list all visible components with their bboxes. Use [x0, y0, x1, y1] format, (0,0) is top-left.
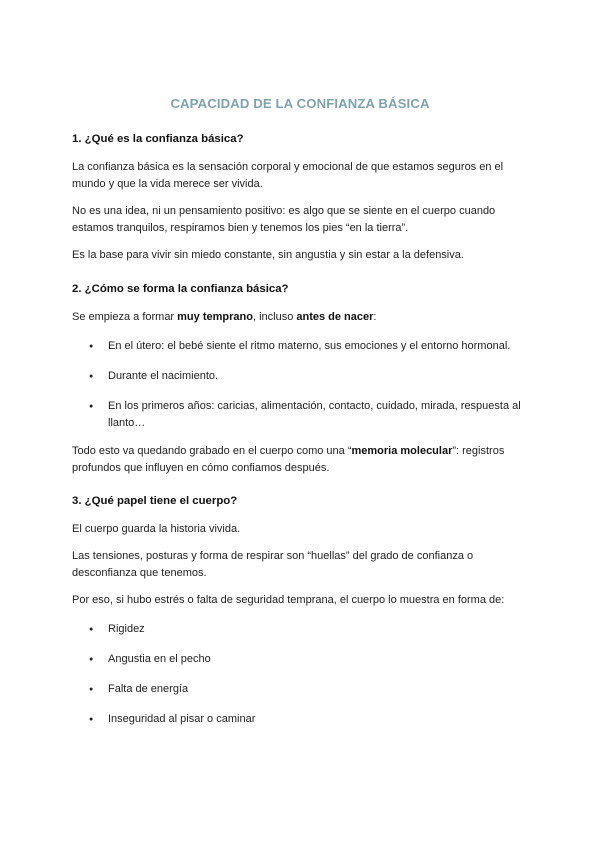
- section-2-intro: [72, 309, 530, 326]
- list-item: ● Falta de energía: [72, 681, 530, 698]
- list-item: ● Rigidez: [72, 621, 530, 638]
- section-2-intro-text-mid: , incluso: [252, 311, 297, 323]
- section-1-paragraph-3: Es la base para vivir sin miedo constante, sin angustia y sin estar a la defensiva.: [72, 249, 464, 261]
- section-2-heading: 2. ¿Cómo se forma la confianza básica?: [72, 283, 289, 295]
- section-2-closing-bold: memoria molecular: [351, 445, 453, 457]
- list-item: ● Inseguridad al pisar o caminar: [72, 711, 530, 728]
- section-1-paragraph-2: No es una idea, ni un pensamiento positivo: es algo que se siente en el cuerpo cuando estamos tranquilos, respiramos bien y tenemos los pies “en la tierra”.: [72, 205, 496, 234]
- section-2-intro-text-end: :: [373, 311, 377, 323]
- list-item: ● Angustia en el pecho: [72, 651, 530, 668]
- list-item: ● En el útero: el bebé siente el ritmo materno, sus emociones y el entorno hormonal.: [72, 338, 530, 355]
- document-title: CAPACIDAD DE LA CONFIANZA BÁSICA: [170, 96, 430, 111]
- section-1-heading: 1. ¿Qué es la confianza básica?: [72, 133, 244, 145]
- section-3-paragraph-1: El cuerpo guarda la historia vivida.: [72, 523, 241, 535]
- section-2-intro-text-start: Se empieza a formar: [72, 311, 178, 323]
- section-2-closing: [72, 443, 530, 477]
- section-2-closing-text-end: ”: registros profundos que influyen en cómo confiamos después.: [72, 445, 505, 474]
- section-2-closing-text-start: Todo esto va quedando grabado en el cuerpo como una “: [72, 445, 352, 457]
- section-1-paragraph-1: La confianza básica es la sensación corporal y emocional de que estamos seguros en el mundo y que la vida merece ser vivida.: [72, 161, 504, 190]
- list-item: ● Durante el nacimiento.: [72, 368, 530, 385]
- list-item: ● En los primeros años: caricias, alimentación, contacto, cuidado, mirada, respuesta al llanto…: [72, 398, 530, 432]
- document-body: [72, 126, 530, 728]
- section-2-bullet-list: [72, 338, 530, 432]
- section-3-paragraph-2: Las tensiones, posturas y forma de respirar son “huellas” del grado de confianza o desconfianza que tenemos.: [72, 550, 474, 579]
- section-2-intro-bold-2: antes de nacer: [296, 311, 374, 323]
- section-3-bullet-list: [72, 621, 530, 728]
- section-3-paragraph-3: Por eso, si hubo estrés o falta de seguridad temprana, el cuerpo lo muestra en forma de:: [72, 594, 505, 606]
- section-2-intro-bold-1: muy temprano: [177, 311, 253, 323]
- section-3-heading: 3. ¿Qué papel tiene el cuerpo?: [72, 495, 238, 507]
